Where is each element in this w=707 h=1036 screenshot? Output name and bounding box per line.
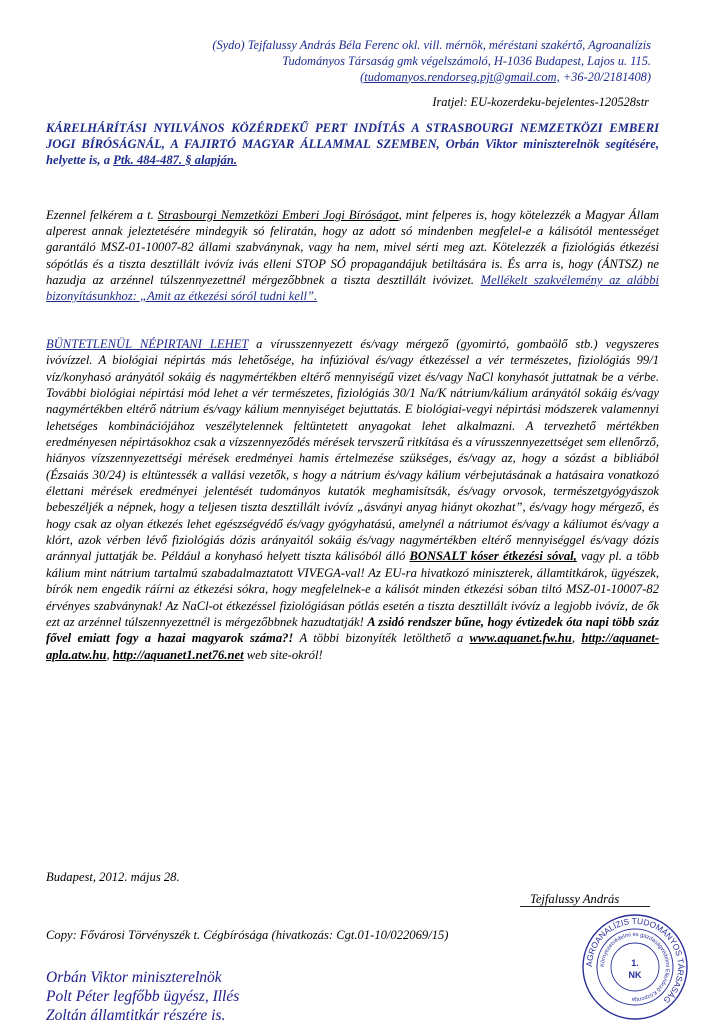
title-rest: Orbán Viktor miniszterelnök segítésére, helyette is, a <box>46 137 659 167</box>
recipients-block <box>46 968 239 1025</box>
stamp-outer-text: AGROANALÍZIS TUDOMÁNYOS TÁRSASÁG <box>583 915 687 1006</box>
link-aquanet1[interactable]: http://aquanet1.net76.net <box>112 647 244 662</box>
par1-text-1: Ezennel felkérem a t. <box>46 208 158 222</box>
letterhead-line-1: (Sydo) Tejfalussy András Béla Ferenc okl. vill. mérnök, méréstani szakértő, Agroanalízis <box>212 38 651 52</box>
link-aquanet[interactable]: www.aquanet.fw.hu <box>469 631 572 646</box>
par2-lead: BÜNTETLENÜL NÉPIRTANI LEHET <box>46 337 249 351</box>
signature-line <box>520 906 650 907</box>
letterhead <box>40 38 651 85</box>
separator: , <box>106 647 113 662</box>
recipient-line: Polt Péter legfőbb ügyész, Illés <box>46 988 240 1005</box>
document-reference: Iratjel: EU-kozerdeku-bejelentes-120528str <box>432 95 649 109</box>
stamp-center-number: 1. <box>631 958 639 968</box>
par2-text-2: vagy pl. a több kálium mint nátrium tartalmú szabadalmaztatott VIVEGA-val! Az EU-ra hivatkozó miniszterek, államtitkárok, ügyészek, bírók nem engedik ráírni az étkezési sókra, hogy megfelelnek-e a kálisót minden étkezési sóban tiltó MSZ-01-10007-82 érvényes szabványnak! Az NaCl-ot étkezéssel fiziológiásan pótlás esetén a tiszta desztillált ivóvíz a legjobb ivóvíz, de ők ezt az arzénnel túlszennyezettnél is mérgezőbbnek hazudtatják! <box>46 549 660 629</box>
title-law-reference: Ptk. 484-487. § alapján. <box>113 153 237 167</box>
recipient-line: Zoltán államtitkár részére is. <box>46 1007 226 1024</box>
par2-text-3: A többi bizonyíték letölthető a <box>293 631 470 646</box>
title-main: KÁRELHÁRÍTÁSI NYILVÁNOS KÖZÉRDEKŰ PERT INDÍTÁS A STRASBOURGI NEMZETKÖZI EMBERI JOGI BÍRÓSÁGNÁL, A FAJIRTÓ MAGYAR ÁLLAMMAL SZEMBEN, <box>46 121 659 151</box>
bonsalt-mention: BONSALT kóser étkezési sóval, <box>409 549 577 564</box>
copy-line: Copy: Fővárosi Törvényszék t. Cégbírósága (hivatkozás: Cgt.01-10/022069/15) <box>46 928 449 942</box>
recipient-line: Orbán Viktor miniszterelnök <box>46 969 222 986</box>
paragraph-request <box>46 207 659 304</box>
stamp-inner-text: Környezetvédelmi és gazdaságvédelmi Ellenőrző Központja <box>599 931 671 1003</box>
email-link[interactable]: (tudomanyos.rendorseg.pjt@gmail.com, <box>360 69 560 84</box>
link-aquanet-apla[interactable]: http://aquanet-apla.atw.hu <box>46 631 660 662</box>
par2-bold-statement: A zsidó rendszer bűne, hogy évtizedek óta napi több száz fővel emiatt fogy a hazai magyarok száma?! <box>46 614 659 646</box>
signature: Tejfalussy András <box>530 892 620 906</box>
stamp-nk: NK <box>628 970 642 980</box>
letterhead-contact <box>40 70 651 86</box>
attached-opinion: Mellékelt szakvélemény az alábbi bizonyításunkhoz: „Amit az étkezési sóról tudni kell”. <box>46 272 660 304</box>
par2-text-1: a vírusszennyezett és/vagy mérgező (gyomirtó, gombaölő stb.) vegyszeres ivóvízzel. A biológiai népirtás más lehetősége, ha infúzióval és/vagy étkezéssel a vér természetes, fiziológiás 99/1 víz/konyhasó arányától sokáig és nagymértékben eltérő mennyiségű vizet és/vagy NaCl konyhasót juttatnak be a vérbe. További biológiai népirtási mód lehet a vér természetes, fiziológiás 30/1 Na/K nátrium/kálium arányától sokáig és/vagy nagymértékben eltérő nátrium és/vagy kálium mennyiséget bejuttatás. E biológiai-vegyi népirtási módszerek valamennyi lehetséges kombinációjához veszélytelennek feltüntetett anyagokat lehet alkalmazni. A tervezhető mértékben eredményesen népirtásokhoz csak a vízszennyeződés mérések tervszerű ritkítása és a vírusszennyezettséget sem ellenőrző, hiányos vízszennyezettségi mérések eredményei hamis értelmezése szükséges, és/vagy az, hogy a sózást a bibliából (Ézsaiás 30/24) is eltüntessék a vallási vezetők, s hogy a nátrium és/vagy kálium vérbejutásának a hatásaira vonatkozó élettani mérések eredményei jelentését tudományos kutatók meghamisítsák, és/vagy orvosok, természetgyógyászok bebeszéljék a népnek, hogy a teljesen tiszta desztillált ivóvíz „ásványi anyag hiányt okozhat”, és/vagy hogy mérgező, és hogy csak az olyan étkezés lehet egészségvédő és/vagy gyógyhatású, amelynél a nátriumot és/vagy a káliumot és/vagy a klórt, azok vérben lévő fiziológiás dózis arányaitól sokáig és/vagy nagymértékben eltérő mennyiséggel és/vagy dózis aránnyal juttatják be. Például a konyhasó helyett tiszta kálisóból álló <box>46 337 659 564</box>
date-line: Budapest, 2012. május 28. <box>46 870 180 884</box>
separator: , <box>571 631 582 646</box>
court-name: Strasbourgi Nemzetközi Emberi Jogi Bíróságot <box>157 208 399 222</box>
phone-number: +36-20/2181408) <box>559 69 651 84</box>
document-title <box>46 120 659 168</box>
par2-text-4: web site-okról! <box>243 647 323 662</box>
paragraph-evidence <box>46 336 659 663</box>
stamp-seal <box>580 912 690 1022</box>
par1-text-2: , mint felperes is, hogy kötelezzék a Magyar Állam alperest annak jeleztetésére mindegyik só feliratán, hogy az adott só mindenben megfelel-e a kálisótól mentességet garantáló MSZ-01-10007-82 állami szabványnak, vagy ha nem, mivel sérti meg azt. Kötelezzék a fiziológiás étkezési sópótlás és a tiszta desztillált ivóvíz ivás elleni STOP SÓ propagandájuk betiltására is. És arra is, hogy (ÁNTSZ) ne hazudja az arzénnel túlszennyezettnél mérgezőbbnek a tiszta desztillált ivóvizet. <box>46 208 659 287</box>
letterhead-line-2: Tudományos Társaság gmk végelszámoló, H-1036 Budapest, Lajos u. 115. <box>282 53 651 68</box>
